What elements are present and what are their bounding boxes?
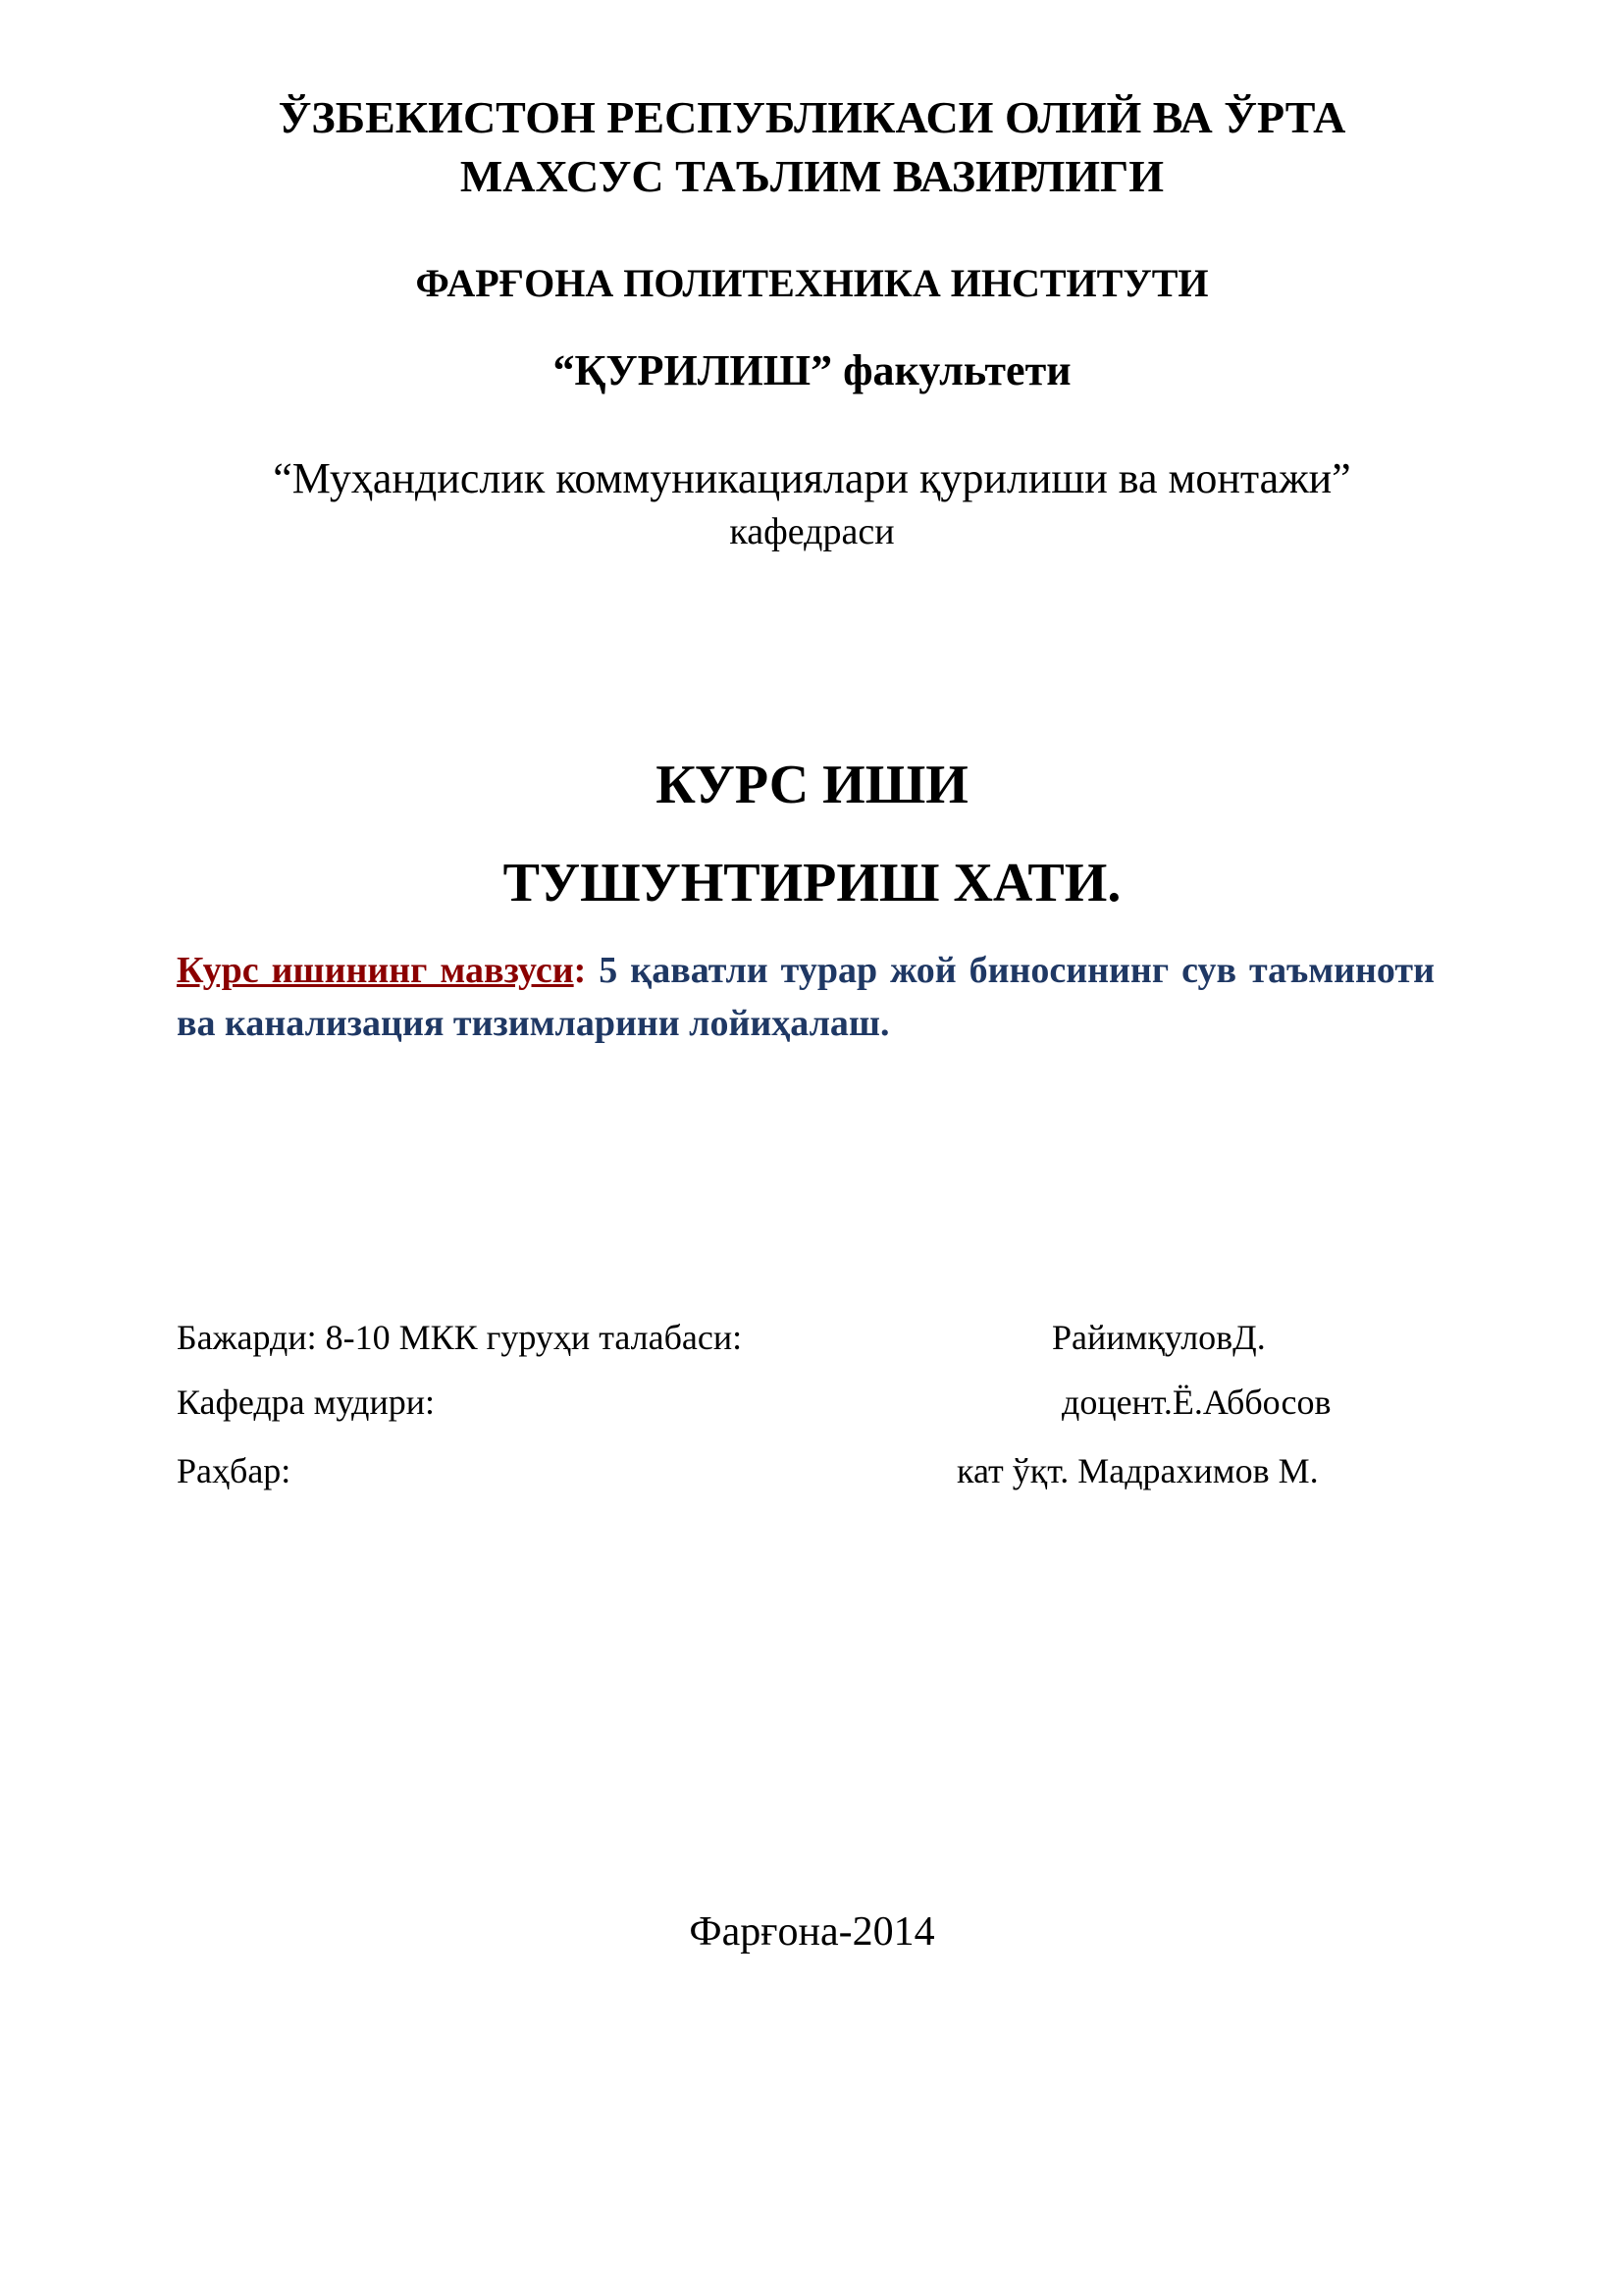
faculty-name: “ҚУРИЛИШ” факультети [552, 346, 1072, 394]
signature-value-supervisor: кат ўқт. Мадрахимов М. [957, 1451, 1319, 1490]
signature-label-student: Бажарди: 8-10 МКК гуруҳи талабаси: [177, 1318, 743, 1357]
signature-value-student: РайимқуловД. [1052, 1318, 1266, 1357]
course-topic [177, 944, 1435, 1050]
department-name: “Муҳандислик коммуникациялари қурилиши ва монтажи” [273, 454, 1351, 502]
institute-name: ФАРҒОНА ПОЛИТЕХНИКА ИНСТИТУТИ [415, 261, 1209, 305]
signature-value-head: доцент.Ё.Аббосов [1062, 1383, 1332, 1422]
title-course-work: КУРС ИШИ [655, 755, 969, 815]
place-year: Фарғона-2014 [689, 1909, 935, 1955]
department-suffix: кафедраси [729, 511, 895, 552]
ministry-line-2: МАХСУС ТАЪЛИМ ВАЗИРЛИГИ [459, 151, 1165, 201]
topic-label: Курс ишининг мавзуси [177, 950, 574, 991]
ministry-line-1: ЎЗБЕКИСТОН РЕСПУБЛИКАСИ ОЛИЙ ВА ЎРТА [278, 92, 1346, 142]
title-explanatory-note: ТУШУНТИРИШ ХАТИ. [502, 853, 1122, 913]
topic-text: 5 қаватли турар жой биносининг сув таъминоти ва канализация тизимларини лойиҳалаш. [177, 950, 1435, 1044]
topic-separator: : [573, 950, 587, 991]
signature-label-supervisor: Раҳбар: [177, 1451, 291, 1490]
signature-label-head: Кафедра мудири: [177, 1383, 436, 1422]
